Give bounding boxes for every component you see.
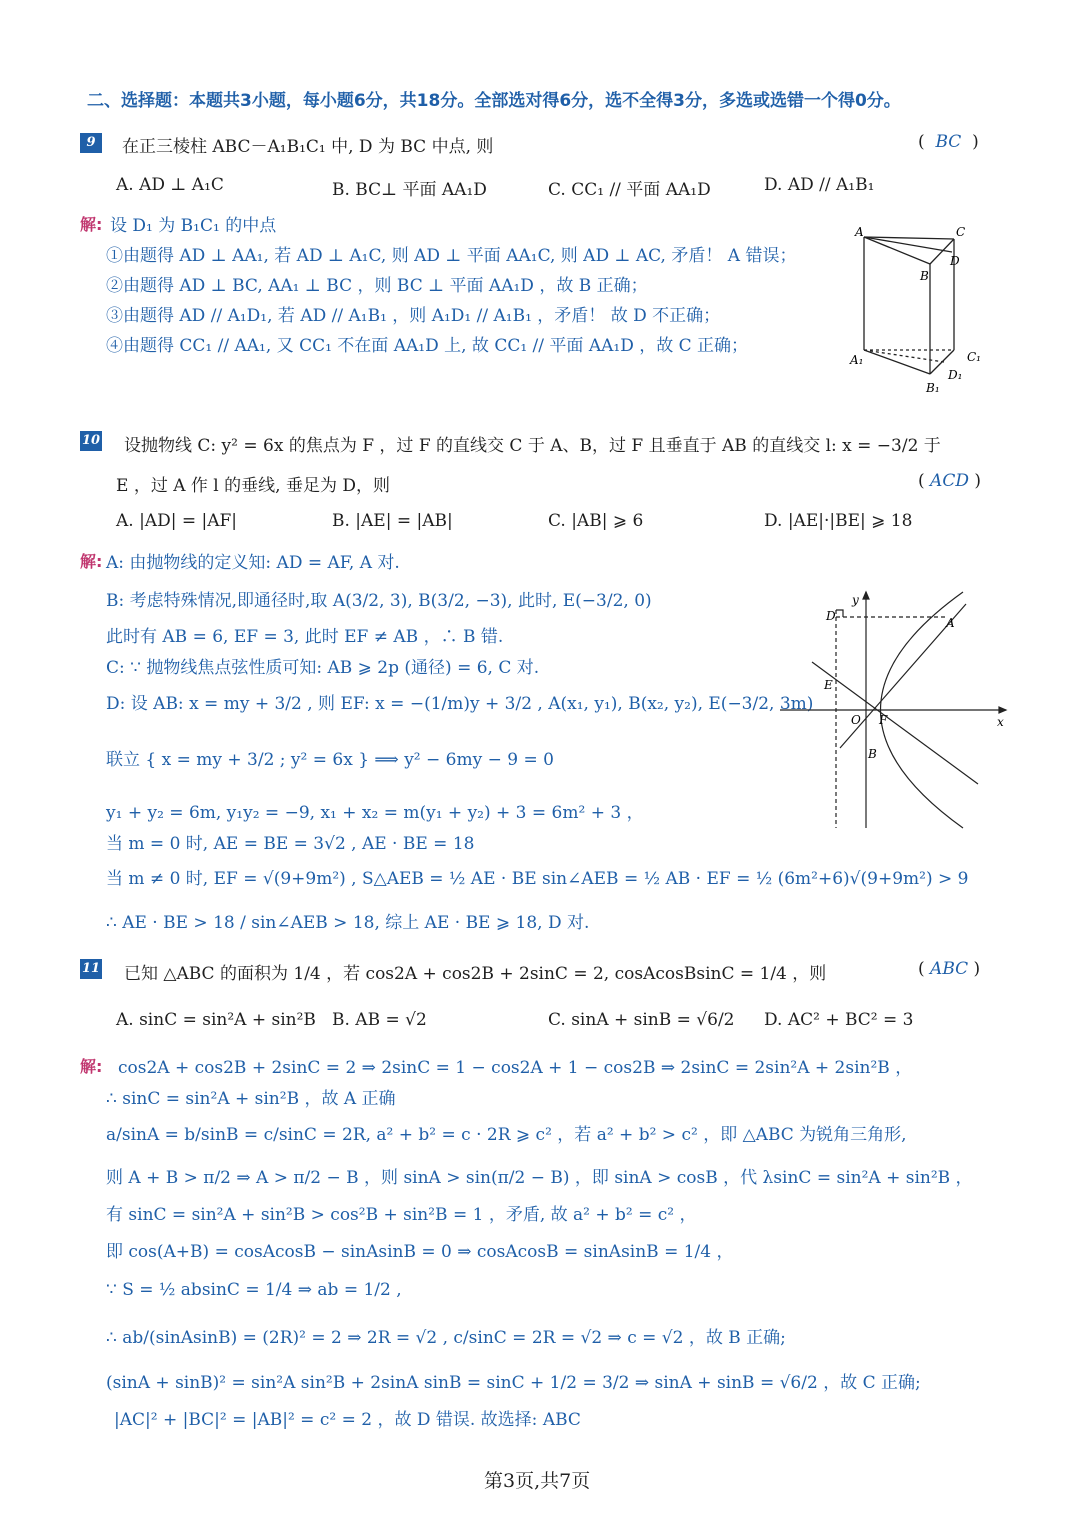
- page-number: 第3页,共7页: [484, 1470, 591, 1492]
- question-number-badge: 9: [80, 133, 102, 153]
- prism-figure: [840, 222, 990, 397]
- solution-line: y₁ + y₂ = 6m, y₁y₂ = −9, x₁ + x₂ = m(y₁ + y₂) + 3 = 6m² + 3 ，: [106, 803, 644, 823]
- option-a: A. sinC = sin²A + sin²B: [116, 1010, 316, 1030]
- solution-line: ∵ S = ½ absinC = 1/4 ⇒ ab = 1/2 ,: [106, 1280, 402, 1300]
- axis-label: x: [997, 715, 1004, 729]
- option-d: D. AD // A₁B₁: [764, 175, 875, 195]
- option-b: B. BC⊥ 平面 AA₁D: [332, 180, 487, 200]
- vertex-label: A: [855, 225, 864, 239]
- question-number-badge: 11: [80, 959, 102, 979]
- point-label: F: [879, 713, 888, 727]
- option-c: C. sinA + sinB = √6/2: [548, 1010, 735, 1030]
- parabola-figure: [778, 588, 1013, 833]
- point-label: A: [946, 616, 955, 630]
- vertex-label: C: [956, 225, 966, 239]
- solution-label: 解:: [80, 1057, 103, 1076]
- answer-bracket: ( ABC ): [918, 959, 981, 979]
- solution-line: 当 m ≠ 0 时, EF = √(9+9m²) , S△AEB = ½ AE · BE sin∠AEB = ½ AB · EF = ½ (6m²+6)√(9+9m²) > 9: [106, 869, 969, 889]
- option-a: A. AD ⊥ A₁C: [116, 175, 224, 195]
- vertex-label: A₁: [850, 353, 864, 367]
- solution-line: ①由题得 AD ⊥ AA₁, 若 AD ⊥ A₁C, 则 AD ⊥ 平面 AA₁C, 则 AD ⊥ AC, 矛盾！ A 错误；: [106, 246, 797, 266]
- answer-bracket: ( BC ): [918, 132, 979, 152]
- solution-line: 则 A + B > π/2 ⇒ A > π/2 − B ，则 sinA > sin(π/2 − B) ，即 sinA > cosB ，代 λsinC = sin²A + sin²B ，: [106, 1168, 973, 1188]
- vertex-label: B: [920, 269, 929, 283]
- option-a: A. |AD| = |AF|: [116, 511, 238, 531]
- solution-line: B: 考虑特殊情况,即通径时,取 A(3/2, 3), B(3/2, −3), 此时, E(−3/2, 0): [106, 591, 652, 611]
- solution-label: 解:: [80, 215, 103, 234]
- solution-line: ∴ AE · BE > 18 / sin∠AEB > 18, 综上 AE · BE ⩾ 18, D 对.: [106, 913, 590, 933]
- solution-line: D: 设 AB: x = my + 3/2 , 则 EF: x = −(1/m)y + 3/2 , A(x₁, y₁), B(x₂, y₂), E(−3/2, 3m): [106, 694, 814, 714]
- vertex-label: C₁: [967, 350, 981, 364]
- question-stem-line1: 设抛物线 C: y² = 6x 的焦点为 F ，过 F 的直线交 C 于 A、B，过 F 且垂直于 AB 的直线交 l: x = −3/2 于: [124, 436, 941, 456]
- option-c: C. |AB| ⩾ 6: [548, 511, 644, 531]
- solution-line: ④由题得 CC₁ // AA₁, 又 CC₁ 不在面 AA₁D 上, 故 CC₁ // 平面 AA₁D ，故 C 正确；: [106, 336, 749, 356]
- solution-line: ∴ sinC = sin²A + sin²B ，故 A 正确: [106, 1089, 396, 1109]
- question-stem-line2: E ，过 A 作 l 的垂线, 垂足为 D，则: [116, 476, 390, 496]
- question-number-badge: 10: [80, 431, 102, 451]
- point-label: E: [824, 678, 833, 692]
- section-header: 二、选择题：本题共3小题，每小题6分，共18分。全部选对得6分，选不全得3分，多选或选错一个得0分。: [87, 91, 901, 111]
- option-c: C. CC₁ // 平面 AA₁D: [548, 180, 711, 200]
- question-stem: 已知 △ABC 的面积为 1/4 ，若 cos2A + cos2B + 2sinC = 2, cosAcosBsinC = 1/4 ，则: [124, 964, 827, 984]
- solution-line: A: 由抛物线的定义知: AD = AF, A 对.: [106, 553, 400, 573]
- option-b: B. AB = √2: [332, 1010, 427, 1030]
- solution-line: ②由题得 AD ⊥ BC, AA₁ ⊥ BC ，则 BC ⊥ 平面 AA₁D ，故 B 正确；: [106, 276, 648, 296]
- solution-line: 联立 { x = my + 3/2 ; y² = 6x } ⟹ y² − 6my − 9 = 0: [106, 750, 554, 770]
- vertex-label: D₁: [948, 368, 963, 382]
- question-stem: 在正三棱柱 ABC－A₁B₁C₁ 中, D 为 BC 中点, 则: [122, 137, 494, 157]
- answer-value: ACD: [930, 471, 969, 491]
- point-label: B: [868, 747, 877, 761]
- vertex-label: B₁: [926, 381, 940, 395]
- origin-label: O: [851, 713, 861, 727]
- solution-line: |AC|² + |BC|² = |AB|² = c² = 2 ，故 D 错误. 故选择: ABC: [114, 1410, 581, 1430]
- solution-line: ③由题得 AD // A₁D₁, 若 AD // A₁B₁ ，则 A₁D₁ // A₁B₁ ，矛盾！ 故 D 不正确；: [106, 306, 721, 326]
- solution-line: 设 D₁ 为 B₁C₁ 的中点: [110, 216, 277, 236]
- answer-value: BC: [935, 132, 962, 152]
- solution-line: 即 cos(A+B) = cosAcosB − sinAsinB = 0 ⇒ cosAcosB = sinAsinB = 1/4 ，: [106, 1242, 734, 1262]
- answer-value: ABC: [930, 959, 969, 979]
- option-d: D. AC² + BC² = 3: [764, 1010, 914, 1030]
- solution-label: 解:: [80, 552, 103, 571]
- solution-line: (sinA + sinB)² = sin²A sin²B + 2sinA sinB = sinC + 1/2 = 3/2 ⇒ sinA + sinB = √6/2 ，故 C 正确;: [106, 1373, 921, 1393]
- solution-line: 此时有 AB = 6, EF = 3, 此时 EF ≠ AB ，∴ B 错.: [106, 627, 504, 647]
- solution-line: 当 m = 0 时, AE = BE = 3√2 , AE · BE = 18: [106, 834, 475, 854]
- vertex-label: D: [950, 254, 960, 268]
- axis-label: y: [852, 593, 859, 607]
- solution-line: ∴ ab/(sinAsinB) = (2R)² = 2 ⇒ 2R = √2 , c/sinC = 2R = √2 ⇒ c = √2 ，故 B 正确;: [106, 1328, 786, 1348]
- solution-line: C: ∵ 抛物线焦点弦性质可知: AB ⩾ 2p (通径) = 6, C 对.: [106, 658, 540, 678]
- option-d: D. |AE|·|BE| ⩾ 18: [764, 511, 913, 531]
- answer-bracket: ( ACD ): [918, 471, 982, 491]
- point-label: D: [826, 609, 836, 623]
- solution-line: cos2A + cos2B + 2sinC = 2 ⇒ 2sinC = 1 − cos2A + 1 − cos2B ⇒ 2sinC = 2sin²A + 2sin²B ，: [118, 1058, 913, 1078]
- solution-line: a/sinA = b/sinB = c/sinC = 2R, a² + b² = c · 2R ⩾ c² ，若 a² + b² > c² ，即 △ABC 为锐角三角形,: [106, 1125, 907, 1145]
- solution-line: 有 sinC = sin²A + sin²B > cos²B + sin²B = 1 ，矛盾, 故 a² + b² = c² ，: [106, 1205, 697, 1225]
- option-b: B. |AE| = |AB|: [332, 511, 453, 531]
